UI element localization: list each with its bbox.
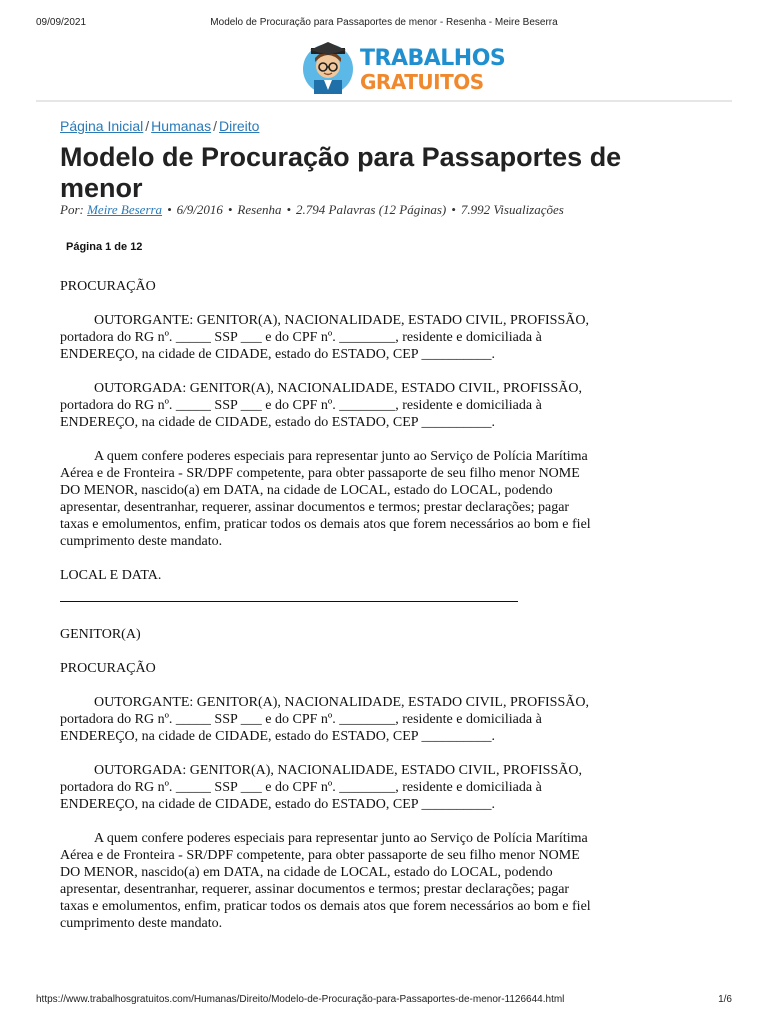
- doc-line: cumprimento deste mandato.: [60, 534, 223, 549]
- doc-line: ENDEREÇO, na cidade de CIDADE, estado do ESTADO, CEP __________.: [60, 415, 496, 430]
- logo-text-line1: TRABALHOS: [360, 46, 506, 71]
- signature-line: [60, 601, 518, 602]
- doc-line: portadora do RG nº. _____ SSP ___ e do CPF nº. ________, residente e domiciliada à: [60, 780, 542, 795]
- breadcrumb-subcategory-link[interactable]: Direito: [218, 118, 260, 134]
- page-indicator: Página 1 de 12: [66, 241, 143, 253]
- doc-line: OUTORGADA: GENITOR(A), NACIONALIDADE, ESTADO CIVIL, PROFISSÃO,: [94, 763, 582, 778]
- doc-line: OUTORGANTE: GENITOR(A), NACIONALIDADE, ESTADO CIVIL, PROFISSÃO,: [94, 313, 589, 328]
- print-title: Modelo de Procuração para Passaportes de menor - Resenha - Meire Beserra: [210, 17, 558, 28]
- site-header: [36, 30, 732, 102]
- doc-heading: PROCURAÇÃO: [60, 279, 156, 294]
- print-date: 09/09/2021: [36, 17, 87, 28]
- doc-signatory: GENITOR(A): [60, 627, 141, 642]
- print-page-number: 1/6: [718, 994, 732, 1005]
- print-footer: [0, 994, 768, 1014]
- breadcrumb-category-link[interactable]: Humanas: [151, 118, 212, 134]
- doc-line: portadora do RG nº. _____ SSP ___ e do CPF nº. ________, residente e domiciliada à: [60, 712, 542, 727]
- doc-heading: PROCURAÇÃO: [60, 661, 156, 676]
- article-type: Resenha: [237, 202, 282, 217]
- breadcrumb-separator: /: [145, 118, 150, 134]
- author-link[interactable]: Meire Beserra: [87, 202, 163, 217]
- page-title: Modelo de Procuração para Passaportes de menor: [60, 142, 622, 203]
- breadcrumb-separator: /: [213, 118, 217, 134]
- meta-separator: •: [286, 202, 292, 217]
- doc-line: ENDEREÇO, na cidade de CIDADE, estado do ESTADO, CEP __________.: [60, 729, 496, 744]
- meta-separator: •: [227, 202, 233, 217]
- breadcrumb-home-link[interactable]: Página Inicial: [60, 118, 144, 134]
- logo-text-line2: GRATUITOS: [360, 70, 484, 94]
- doc-line: apresentar, desentranhar, requerer, assinar documentos e termos; prestar declarações; pagar: [60, 500, 570, 515]
- print-url: https://www.trabalhosgratuitos.com/Humanas/Direito/Modelo-de-Procuração-para-Passaportes-de-menor-1126644.html: [36, 994, 565, 1005]
- site-logo[interactable]: [300, 40, 506, 94]
- doc-line: portadora do RG nº. _____ SSP ___ e do CPF nº. ________, residente e domiciliada à: [60, 398, 542, 413]
- doc-line: taxas e emolumentos, enfim, praticar todos os demais atos que forem necessários ao bom e fiel: [60, 517, 591, 532]
- print-header: [0, 0, 768, 30]
- doc-line: cumprimento deste mandato.: [60, 916, 223, 931]
- document-body: [60, 278, 710, 932]
- doc-line: ENDEREÇO, na cidade de CIDADE, estado do ESTADO, CEP __________.: [60, 347, 496, 362]
- by-label: Por:: [60, 202, 84, 217]
- doc-line: OUTORGADA: GENITOR(A), NACIONALIDADE, ESTADO CIVIL, PROFISSÃO,: [94, 381, 582, 396]
- article-meta: [60, 202, 740, 218]
- doc-line: A quem confere poderes especiais para representar junto ao Serviço de Polícia Marítima: [94, 831, 588, 846]
- doc-line: Aérea e de Fronteira - SR/DPF competente, para obter passaporte de seu filho menor NOME: [60, 848, 580, 863]
- meta-separator: •: [451, 202, 456, 217]
- doc-line: A quem confere poderes especiais para representar junto ao Serviço de Polícia Marítima: [94, 449, 588, 464]
- doc-line: DO MENOR, nascido(a) em DATA, na cidade de LOCAL, estado do LOCAL, podendo: [60, 865, 553, 880]
- doc-line: DO MENOR, nascido(a) em DATA, na cidade de LOCAL, estado do LOCAL, podendo: [60, 483, 553, 498]
- doc-line: portadora do RG nº. _____ SSP ___ e do CPF nº. ________, residente e domiciliada à: [60, 330, 542, 345]
- doc-line: taxas e emolumentos, enfim, praticar todos os demais atos que forem necessários ao bom e fiel: [60, 899, 591, 914]
- breadcrumb: [60, 118, 259, 134]
- doc-line: apresentar, desentranhar, requerer, assinar documentos e termos; prestar declarações; pagar: [60, 882, 570, 897]
- article-word-count: 2.794 Palavras (12 Páginas): [296, 202, 447, 217]
- article-views: 7.992 Visualizações: [460, 202, 564, 217]
- article-date: 6/9/2016: [176, 202, 223, 217]
- doc-line: Aérea e de Fronteira - SR/DPF competente, para obter passaporte de seu filho menor NOME: [60, 466, 580, 481]
- doc-line: OUTORGANTE: GENITOR(A), NACIONALIDADE, ESTADO CIVIL, PROFISSÃO,: [94, 695, 589, 710]
- student-mascot-icon: [300, 40, 356, 94]
- meta-separator: •: [167, 202, 172, 217]
- doc-line: ENDEREÇO, na cidade de CIDADE, estado do ESTADO, CEP __________.: [60, 797, 496, 812]
- doc-local-data: LOCAL E DATA.: [60, 568, 162, 583]
